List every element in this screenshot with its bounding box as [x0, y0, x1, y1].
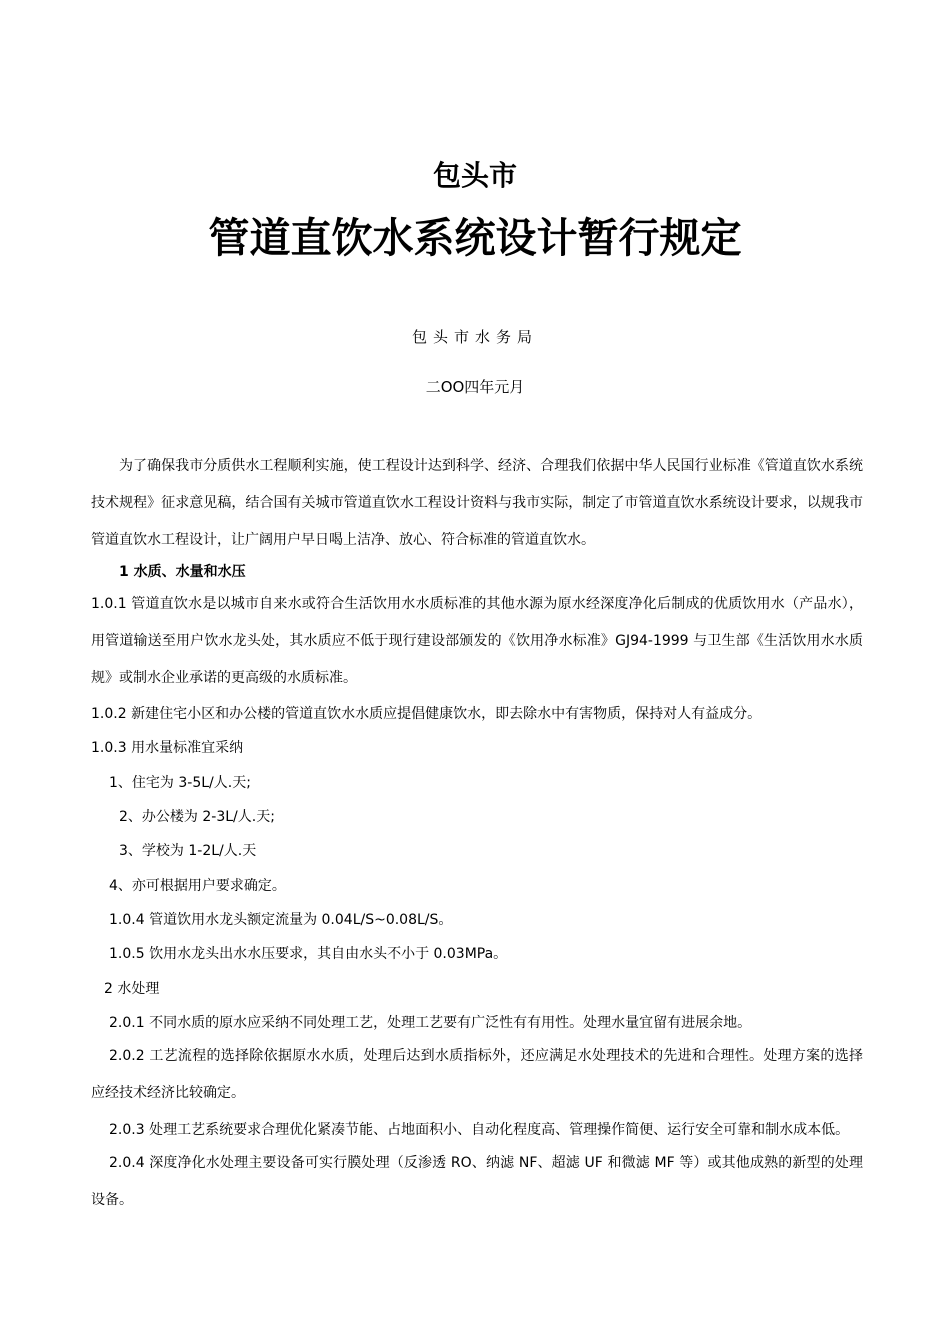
- clause-2-0-4: 2.0.4 深度净化水处理主要设备可实行膜处理（反渗透 RO、纳滤 NF、超滤 UF 和微滤 MF 等）或其他成熟的新型的处理设备。: [91, 1155, 863, 1208]
- document-title: 管道直饮水系统设计暂行规定: [208, 214, 742, 262]
- clause-1-0-5: 1.0.5 饮用水龙头出水水压要求，其自由水头不小于 0.03MPa。: [109, 946, 508, 962]
- clause-1-0-3: 1.0.3 用水量标准宜采纳: [91, 740, 244, 756]
- section-2-heading: 2 水处理: [104, 981, 160, 997]
- clause-2-0-2: 2.0.2 工艺流程的选择除依据原水水质，处理后达到水质指标外，还应满足水处理技术的先进和合理性。处理方案的选择应经技术经济比较确定。: [91, 1048, 863, 1101]
- list-item-office: 2、办公楼为 2-3L/人.天;: [119, 809, 275, 825]
- list-item-custom: 4、亦可根据用户要求确定。: [109, 878, 286, 894]
- list-item-school: 3、学校为 1-2L/人.天: [119, 843, 257, 859]
- clause-2-0-1: 2.0.1 不同水质的原水应采纳不同处理工艺，处理工艺要有广泛性有有用性。处理水量宜留有进展余地。: [109, 1015, 752, 1031]
- clause-1-0-2: 1.0.2 新建住宅小区和办公楼的管道直饮水水质应提倡健康饮水，即去除水中有害物质，保持对人有益成分。: [91, 706, 762, 722]
- document-date: 二OO四年元月: [425, 378, 525, 396]
- document-issuer: 包头市水务局: [411, 328, 538, 346]
- clause-1-0-4: 1.0.4 管道饮用水龙头额定流量为 0.04L/S~0.08L/S。: [109, 912, 453, 928]
- document-city: 包头市: [432, 159, 517, 192]
- section-1-heading: 1 水质、水量和水压: [119, 564, 246, 580]
- list-item-residential: 1、住宅为 3-5L/人.天;: [109, 775, 251, 791]
- clause-2-0-3: 2.0.3 处理工艺系统要求合理优化紧凑节能、占地面积小、自动化程度高、管理操作简便、运行安全可靠和制水成本低。: [109, 1122, 850, 1138]
- clause-1-0-1: 1.0.1 管道直饮水是以城市自来水或符合生活饮用水水质标准的其他水源为原水经深度净化后制成的优质饮用水（产品水），用管道输送至用户饮水龙头处，其水质应不低于现行建设部颁发的《饮用净水标准》GJ94-1999 与卫生部《生活饮用水水质规》或制水企业承诺的更高级的水质标准。: [91, 596, 863, 686]
- intro-paragraph: 为了确保我市分质供水工程顺利实施，使工程设计达到科学、经济、合理我们依据中华人民国行业标准《管道直饮水系统技术规程》征求意见稿，结合国有关城市管道直饮水工程设计资料与我市实际，制定了市管道直饮水系统设计要求，以规我市管道直饮水工程设计，让广阔用户早日喝上洁净、放心、符合标准的管道直饮水。: [91, 458, 863, 548]
